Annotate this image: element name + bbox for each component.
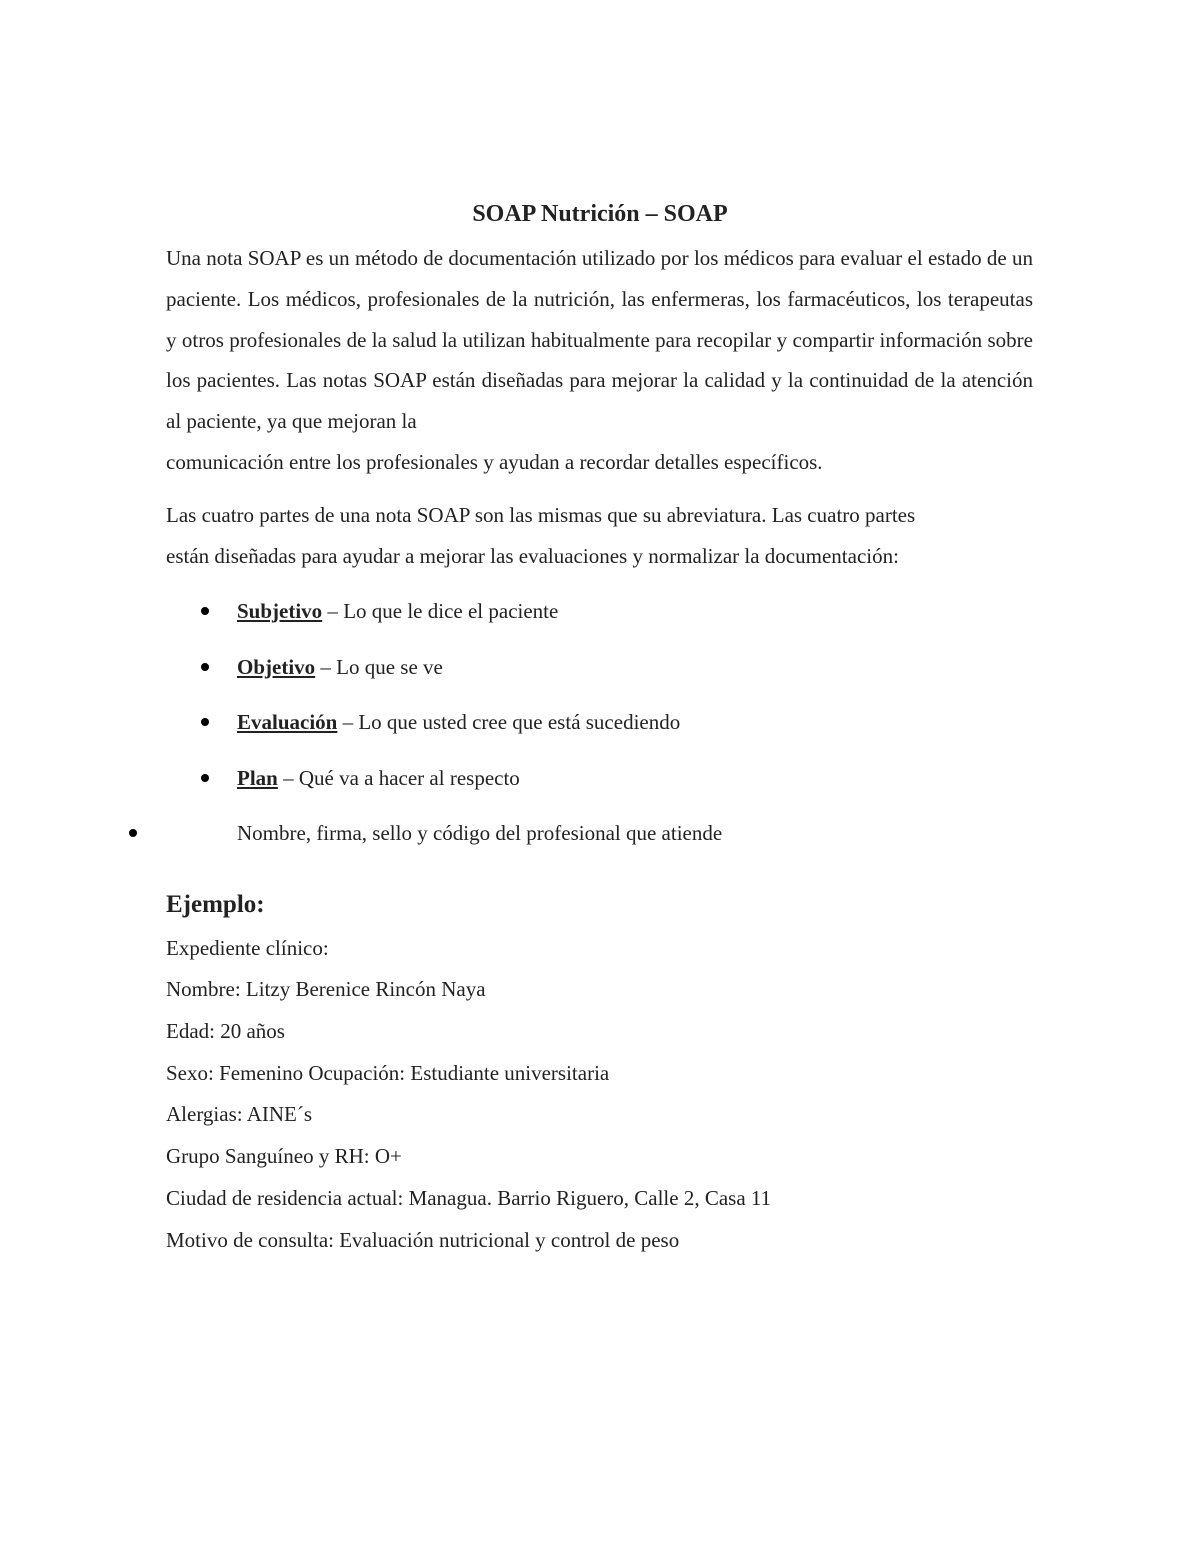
soap-list-item-text: [237, 762, 520, 794]
soap-list-item: [0, 706, 1200, 738]
soap-description: – Lo que se ve: [315, 655, 443, 679]
soap-list-item-text: [237, 651, 443, 683]
soap-list-item: [0, 762, 1200, 794]
soap-term: Objetivo: [237, 655, 316, 679]
parts-paragraph: [166, 495, 1033, 577]
example-heading: Ejemplo:: [166, 891, 265, 918]
parts-paragraph-body: Las cuatro partes de una nota SOAP son las mismas que su abreviatura. Las cuatro partes: [166, 503, 916, 527]
soap-list-item-text: [237, 595, 558, 627]
record-line: Ciudad de residencia actual: Managua. Barrio Riguero, Calle 2, Casa 11: [166, 1186, 772, 1210]
soap-term: Subjetivo: [237, 599, 323, 623]
intro-paragraph-last-line: comunicación entre los profesionales y ayudan a recordar detalles específicos.: [166, 449, 823, 474]
intro-paragraph: [166, 238, 1033, 483]
record-line: Motivo de consulta: Evaluación nutricional y control de peso: [166, 1228, 680, 1252]
soap-term: Evaluación: [237, 710, 338, 734]
bullet-icon: [201, 774, 209, 782]
professional-list-item-text: Nombre, firma, sello y código del profesional que atiende: [237, 821, 723, 845]
soap-description: – Qué va a hacer al respecto: [277, 766, 520, 790]
soap-term: Plan: [237, 766, 278, 790]
soap-list-item: [0, 595, 1200, 627]
document-title: SOAP Nutrición – SOAP: [472, 201, 728, 227]
intro-paragraph-body: Una nota SOAP es un método de documentación utilizado por los médicos para evaluar el estado de un paciente. Los médicos, profesionales de la nutrición, las enfermeras, los farmacéuticos, los terapeutas y otros profesionales de la salud la utilizan habitualmente para recopilar y compartir información sobre los pacientes. Las notas SOAP están diseñadas para mejorar la calidad y la continuidad de la atención al paciente, ya que mejoran la: [166, 246, 1033, 434]
soap-description: – Lo que le dice el paciente: [322, 599, 559, 623]
soap-list-item: [0, 651, 1200, 683]
record-line: Nombre: Litzy Berenice Rincón Naya: [166, 977, 486, 1001]
record-line: Edad: 20 años: [166, 1019, 285, 1043]
parts-paragraph-last-line: están diseñadas para ayudar a mejorar las evaluaciones y normalizar la documentación:: [166, 543, 899, 568]
record-line: Sexo: Femenino Ocupación: Estudiante universitaria: [166, 1061, 610, 1085]
soap-description: – Lo que usted cree que está sucediendo: [337, 710, 681, 734]
bullet-icon: [129, 829, 137, 837]
bullet-icon: [201, 607, 209, 615]
record-line: Grupo Sanguíneo y RH: O+: [166, 1144, 402, 1168]
soap-list-item-text: [237, 706, 680, 738]
record-line: Alergias: AINE´s: [166, 1102, 313, 1126]
record-line: Expediente clínico:: [166, 936, 329, 960]
bullet-icon: [201, 718, 209, 726]
professional-list-item: [0, 817, 1200, 849]
bullet-icon: [201, 663, 209, 671]
